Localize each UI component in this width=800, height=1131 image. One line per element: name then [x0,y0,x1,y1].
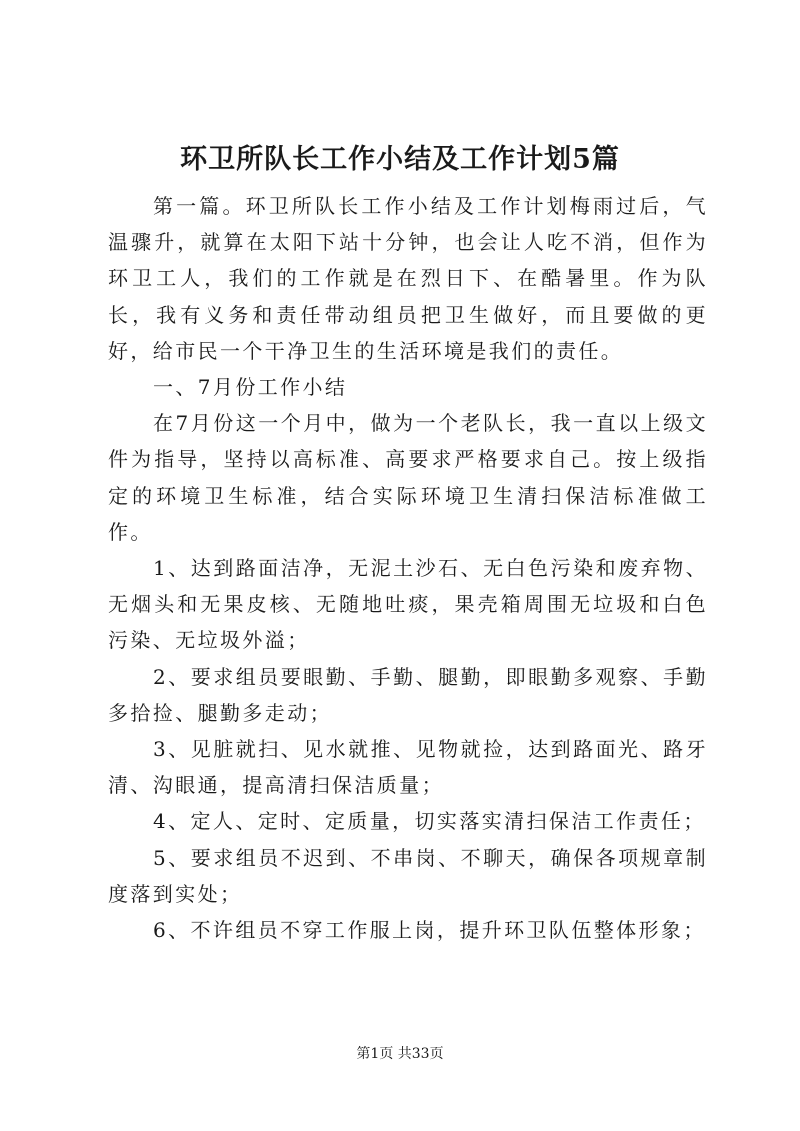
list-item-3: 3、见脏就扫、见水就推、见物就捡，达到路面光、路牙清、沟眼通，提高清扫保洁质量； [108,737,708,798]
paragraph-intro: 第一篇。环卫所队长工作小结及工作计划梅雨过后，气温骤升，就算在太阳下站十分钟，也会让人吃不消，但作为环卫工人，我们的工作就是在烈日下、在酷暑里。作为队长，我有义务和责任带动组员把卫生做好，而且要做的更好，给市民一个干净卫生的生活环境是我们的责任。 [108,194,708,363]
page-footer: 第1页 共33页 [356,1046,444,1062]
list-item-4: 4、定人、定时、定质量，切实落实清扫保洁工作责任； [153,809,706,834]
list-item-1: 1、达到路面洁净，无泥土沙石、无白色污染和废弃物、无烟头和无果皮核、无随地吐痰，果壳箱周围无垃圾和白色污染、无垃圾外溢； [108,556,708,653]
list-item-6: 6、不许组员不穿工作服上岗，提升环卫队伍整体形象； [153,918,706,943]
list-item-5: 5、要求组员不迟到、不串岗、不聊天，确保各项规章制度落到实处； [108,845,708,906]
document-body [108,188,708,948]
document-title: 环卫所队长工作小结及工作计划5篇 [180,144,620,175]
paragraph-july-overview: 在7月份这一个月中，做为一个老队长，我一直以上级文件为指导，坚持以高标准、高要求严格要求自己。按上级指定的环境卫生标准，结合实际环境卫生清扫保洁标准做工作。 [108,411,708,544]
list-item-2: 2、要求组员要眼勤、手勤、腿勤，即眼勤多观察、手勤多拾捡、腿勤多走动； [108,664,708,725]
section-heading-july-summary: 一、7月份工作小结 [153,375,348,400]
